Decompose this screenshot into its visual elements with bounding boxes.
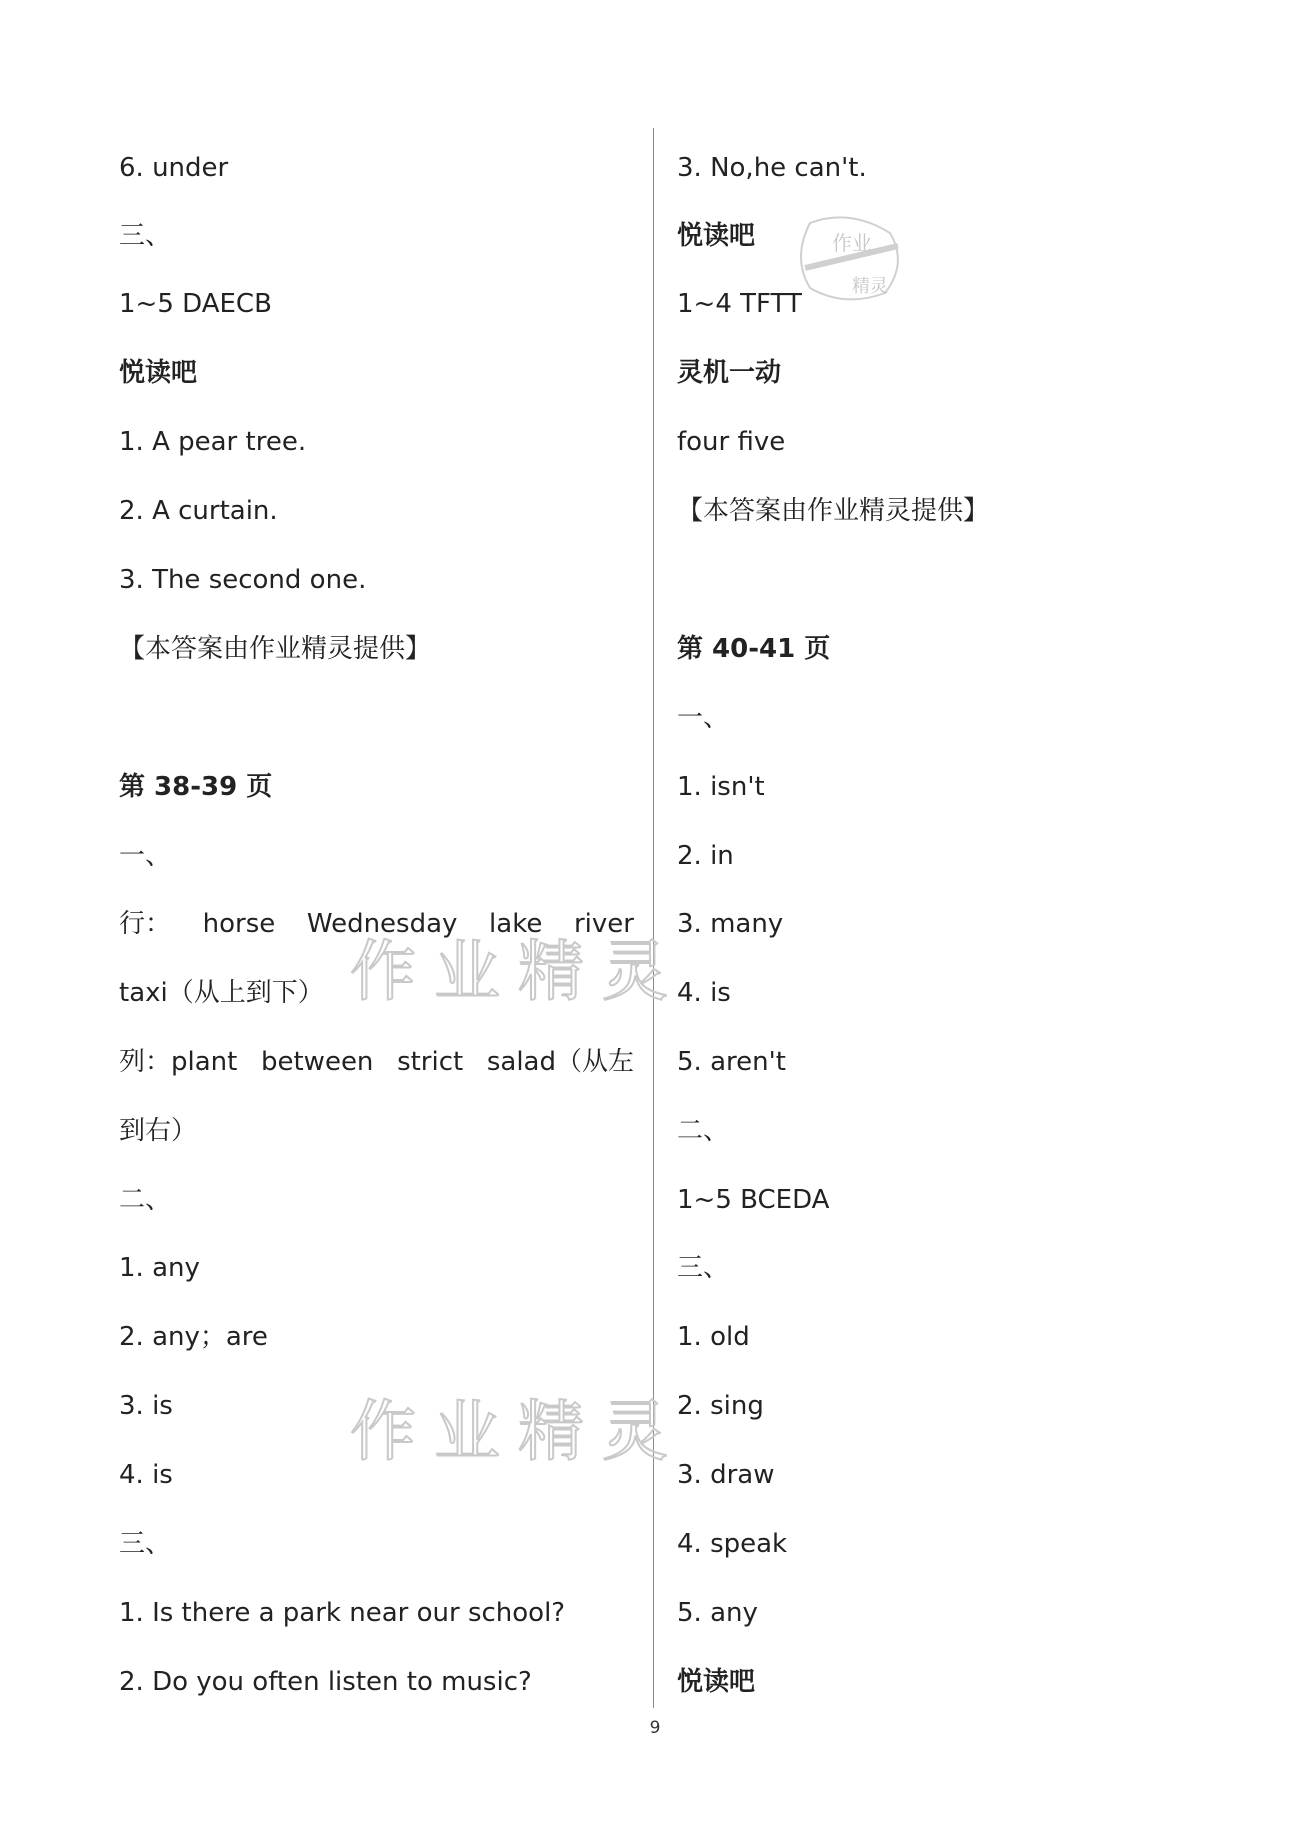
row-word: 行：	[119, 909, 172, 939]
answer-line: 2. sing	[677, 1391, 764, 1421]
column-answer-line	[119, 1044, 634, 1080]
answer-line: 4. is	[677, 978, 731, 1008]
column-word: between	[260, 1047, 374, 1077]
answer-line: 1~5 BCEDA	[677, 1185, 830, 1215]
row-word: horse	[202, 909, 276, 939]
answer-line: four five	[677, 427, 786, 457]
watermark-text: 作业精灵	[350, 1393, 686, 1470]
answer-line: 3. No,he can't.	[677, 153, 867, 183]
answer-line: 5. any	[677, 1598, 758, 1628]
answer-line: 5. aren't	[677, 1047, 786, 1077]
answer-line: 到右）	[119, 1116, 198, 1146]
row-word: Wednesday	[306, 909, 458, 939]
section-marker: 二、	[677, 1116, 730, 1146]
section-heading: 悦读吧	[677, 221, 756, 251]
section-marker: 一、	[677, 703, 730, 733]
answer-line: 2. in	[677, 841, 734, 871]
section-marker: 二、	[119, 1185, 172, 1215]
page-section-title: 第 38-39 页	[119, 772, 273, 802]
stamp-bottom-text: 精灵	[852, 276, 888, 297]
answer-line: 1. old	[677, 1322, 750, 1352]
credit-note: 【本答案由作业精灵提供】	[119, 634, 432, 664]
answer-line: 2. A curtain.	[119, 496, 278, 526]
credit-note: 【本答案由作业精灵提供】	[677, 496, 990, 526]
column-word: strict	[397, 1047, 464, 1077]
answer-line: 1~5 DAECB	[119, 289, 272, 319]
page-section-title: 第 40-41 页	[677, 634, 831, 664]
section-heading: 悦读吧	[677, 1667, 756, 1697]
answer-line: 4. speak	[677, 1529, 788, 1559]
page-number: 9	[649, 1718, 661, 1738]
answer-line: 3. many	[677, 909, 784, 939]
watermark-text: 作业精灵	[350, 933, 686, 1010]
answer-line: 2. any；are	[119, 1322, 268, 1352]
answer-line: 3. is	[119, 1391, 173, 1421]
row-word: lake	[489, 909, 543, 939]
answer-line: 1. isn't	[677, 772, 765, 802]
answer-line: taxi（从上到下）	[119, 978, 324, 1008]
row-word: river	[573, 909, 634, 939]
answer-line: 4. is	[119, 1460, 173, 1490]
column-word: 列：plant	[119, 1047, 238, 1077]
section-marker: 三、	[677, 1253, 730, 1283]
section-heading: 悦读吧	[119, 358, 198, 388]
answer-line: 3. draw	[677, 1460, 775, 1490]
answer-line: 1. Is there a park near our school?	[119, 1598, 566, 1628]
answer-line: 1. any	[119, 1253, 200, 1283]
section-marker: 三、	[119, 1529, 172, 1559]
section-heading: 灵机一动	[677, 358, 782, 388]
answer-line: 1. A pear tree.	[119, 427, 307, 457]
stamp-top-text: 作业	[832, 231, 872, 255]
column-word: salad（从左	[486, 1047, 634, 1077]
answer-line: 2. Do you often listen to music?	[119, 1667, 532, 1697]
section-marker: 三、	[119, 221, 172, 251]
section-marker: 一、	[119, 841, 172, 871]
stamp-watermark-icon	[790, 208, 910, 308]
answer-line: 3. The second one.	[119, 565, 367, 595]
answer-line: 6. under	[119, 153, 229, 183]
answer-line: 1~4 TFTT	[677, 289, 802, 319]
